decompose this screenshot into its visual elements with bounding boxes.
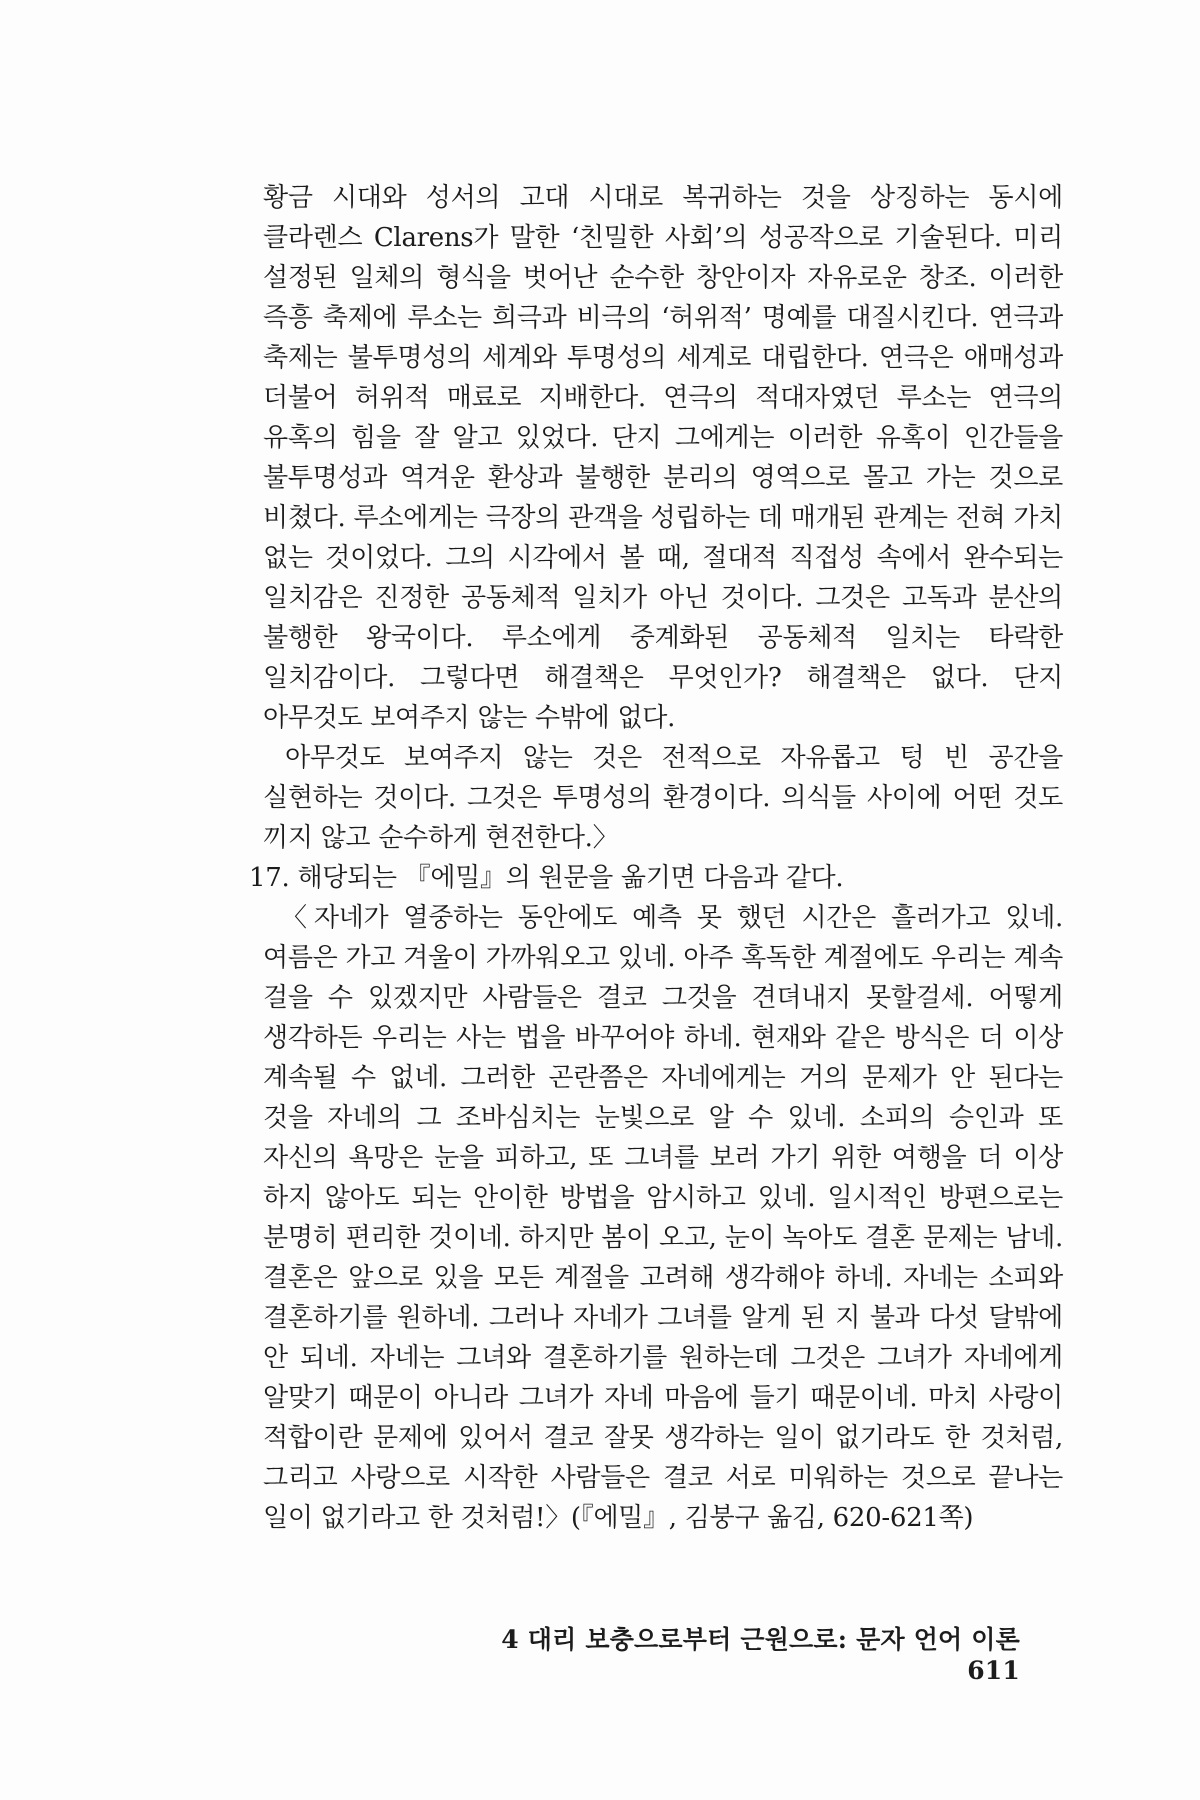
footnote-heading <box>249 858 1063 898</box>
paragraph-continued: 황금 시대와 성서의 고대 시대로 복귀하는 것을 상징하는 동시에 클라렌스 Clarens가 말한 ‘친밀한 사회’의 성공작으로 기술된다. 미리 설정된 일체의 형식을 벗어난 순수한 창안이자 자유로운 창조. 이러한 즉흥 축제에 루소는 희극과 비극의 ‘허위적’ 명예를 대질시킨다. 연극과 축제는 불투명성의 세계와 투명성의 세계로 대립한다. 연극은 애매성과 더불어 허위적 매료로 지배한다. 연극의 적대자였던 루소는 연극의 유혹의 힘을 잘 알고 있었다. 단지 그에게는 이러한 유혹이 인간들을 불투명성과 역겨운 환상과 불행한 분리의 영역으로 몰고 가는 것으로 비쳤다. 루소에게는 극장의 관객을 성립하는 데 매개된 관계는 전혀 가치 없는 것이었다. 그의 시각에서 볼 때, 절대적 직접성 속에서 완수되는 일치감은 진정한 공동체적 일치가 아닌 것이다. 그것은 고독과 분산의 불행한 왕국이다. 루소에게 중계화된 공동체적 일치는 타락한 일치감이다. 그렇다면 해결책은 무엇인가? 해결책은 없다. 단지 아무것도 보여주지 않는 수밖에 없다. <box>263 183 1063 733</box>
footnote-heading-text: 해당되는 『에밀』의 원문을 옮기면 다음과 같다. <box>297 863 844 893</box>
page-footer <box>460 1620 1020 1685</box>
page-body <box>249 178 1063 1538</box>
footnote-number: 17. <box>249 863 290 893</box>
page-number: 611 <box>967 1656 1020 1685</box>
footnote-quote: 〈자네가 열중하는 동안에도 예측 못 했던 시간은 흘러가고 있네. 여름은 가고 겨울이 가까워오고 있네. 아주 혹독한 계절에도 우리는 계속 걸을 수 있겠지만 사람들은 결코 그것을 견뎌내지 못할걸세. 어떻게 생각하든 우리는 사는 법을 바꾸어야 하네. 현재와 같은 방식은 더 이상 계속될 수 없네. 그러한 곤란쯤은 자네에게는 거의 문제가 안 된다는 것을 자네의 그 조바심치는 눈빛으로 알 수 있네. 소피의 승인과 또 자신의 욕망은 눈을 피하고, 또 그녀를 보러 가기 위한 여행을 더 이상 하지 않아도 되는 안이한 방법을 암시하고 있네. 일시적인 방편으로는 분명히 편리한 것이네. 하지만 봄이 오고, 눈이 녹아도 결혼 문제는 남네. 결혼은 앞으로 있을 모든 계절을 고려해 생각해야 하네. 자네는 소피와 결혼하기를 원하네. 그러나 자네가 그녀를 알게 된 지 불과 다섯 달밖에 안 되네. 자네는 그녀와 결혼하기를 원하는데 그것은 그녀가 자네에게 알맞기 때문이 아니라 그녀가 자네 마음에 들기 때문이네. 마치 사랑이 적합이란 문제에 있어서 결코 잘못 생각하는 일이 없기라도 한 것처럼, 그리고 사랑으로 시작한 사람들은 결코 서로 미워하는 것으로 끝나는 일이 없기라고 한 것처럼!〉(『에밀』, 김붕구 옮김, 620-621쪽) <box>263 903 1063 1533</box>
paragraph-quote-end: 아무것도 보여주지 않는 것은 전적으로 자유롭고 텅 빈 공간을 실현하는 것이다. 그것은 투명성의 환경이다. 의식들 사이에 어떤 것도 끼지 않고 순수하게 현전한다.〉 <box>263 743 1063 853</box>
running-title: 4 대리 보충으로부터 근원으로: 문자 언어 이론 <box>501 1625 1020 1654</box>
